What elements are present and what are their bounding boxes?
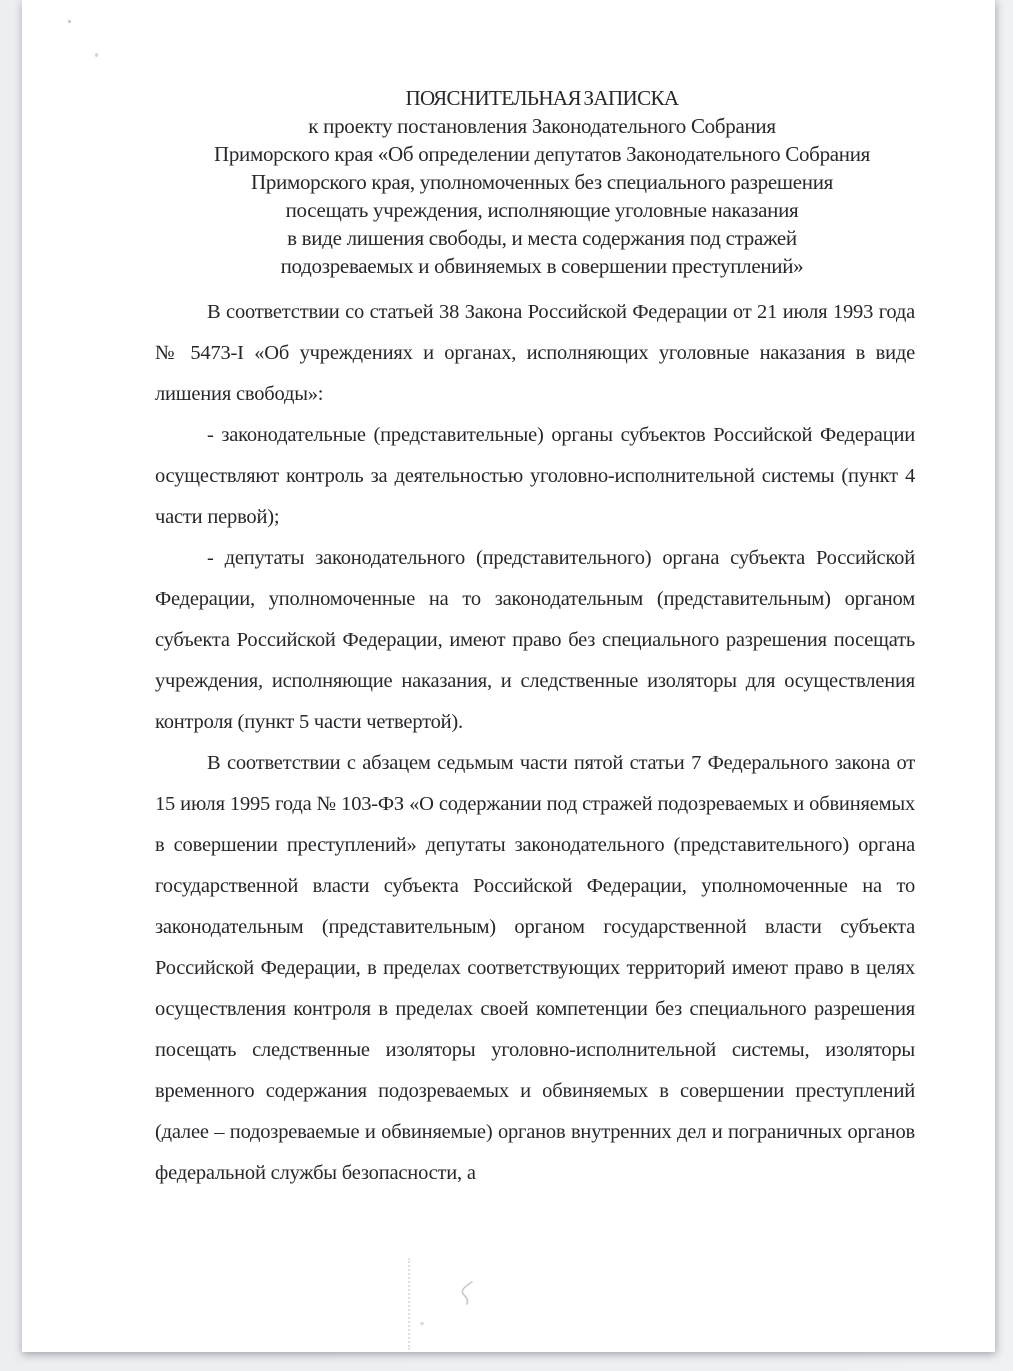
scan-dotted-line-artifact	[408, 1258, 410, 1350]
document-subtitle-line: Приморского края «Об определении депутатов Законодательного Собрания	[213, 142, 871, 166]
document-subtitle-line: посещать учреждения, исполняющие уголовные наказания	[285, 198, 799, 222]
document-subtitle-line: в виде лишения свободы, и места содержания под стражей	[287, 226, 797, 250]
document-subtitle-line: Приморского края, уполномоченных без специального разрешения	[250, 170, 833, 194]
document-subtitle-line: к проекту постановления Законодательного Собрания	[308, 114, 776, 138]
document-body	[155, 292, 915, 1194]
document-title: ПОЯСНИТЕЛЬНАЯ ЗАПИСКА	[405, 86, 679, 110]
scan-speck-artifact	[420, 1322, 424, 1325]
document-heading	[127, 84, 957, 280]
paragraph: В соответствии со статьей 38 Закона Российской Федерации от 21 июля 1993 года № 5473-I «Об учреждениях и органах, исполняющих уголовные наказания в виде лишения свободы»:	[155, 301, 915, 405]
document-subtitle-line: подозреваемых и обвиняемых в совершении преступлений»	[280, 254, 804, 278]
scanned-page	[22, 0, 995, 1352]
paragraph: В соответствии с абзацем седьмым части пятой статьи 7 Федерального закона от 15 июля 1995 года № 103-ФЗ «О содержании под стражей подозреваемых и обвиняемых в совершении преступлений» депутаты законодательного (представительного) органа государственной власти субъекта Российской Федерации, уполномоченные на то законодательным (представительным) органом государственной власти субъекта Российской Федерации, в пределах соответствующих территорий имеют право в целях осуществления контроля в пределах своей компетенции без специального разрешения посещать следственные изоляторы уголовно-исполнительной системы, изоляторы временного содержания подозреваемых и обвиняемых в совершении преступлений (далее – подозреваемые и обвиняемые) органов внутренних дел и пограничных органов федеральной службы безопасности, а	[155, 752, 915, 1184]
paragraph: - депутаты законодательного (представительного) органа субъекта Российской Федерации, уполномоченные на то законодательным (представительным) органом субъекта Российской Федерации, имеют право без специального разрешения посещать учреждения, исполняющие наказания, и следственные изоляторы для осуществления контроля (пункт 5 части четвертой).	[155, 547, 915, 733]
scan-speck-artifact	[95, 53, 98, 57]
scan-speck-artifact	[68, 20, 71, 23]
paragraph: - законодательные (представительные) органы субъектов Российской Федерации осуществляют контроль за деятельностью уголовно-исполнительной системы (пункт 4 части первой);	[155, 424, 915, 528]
scan-squiggle-artifact	[452, 1278, 476, 1306]
